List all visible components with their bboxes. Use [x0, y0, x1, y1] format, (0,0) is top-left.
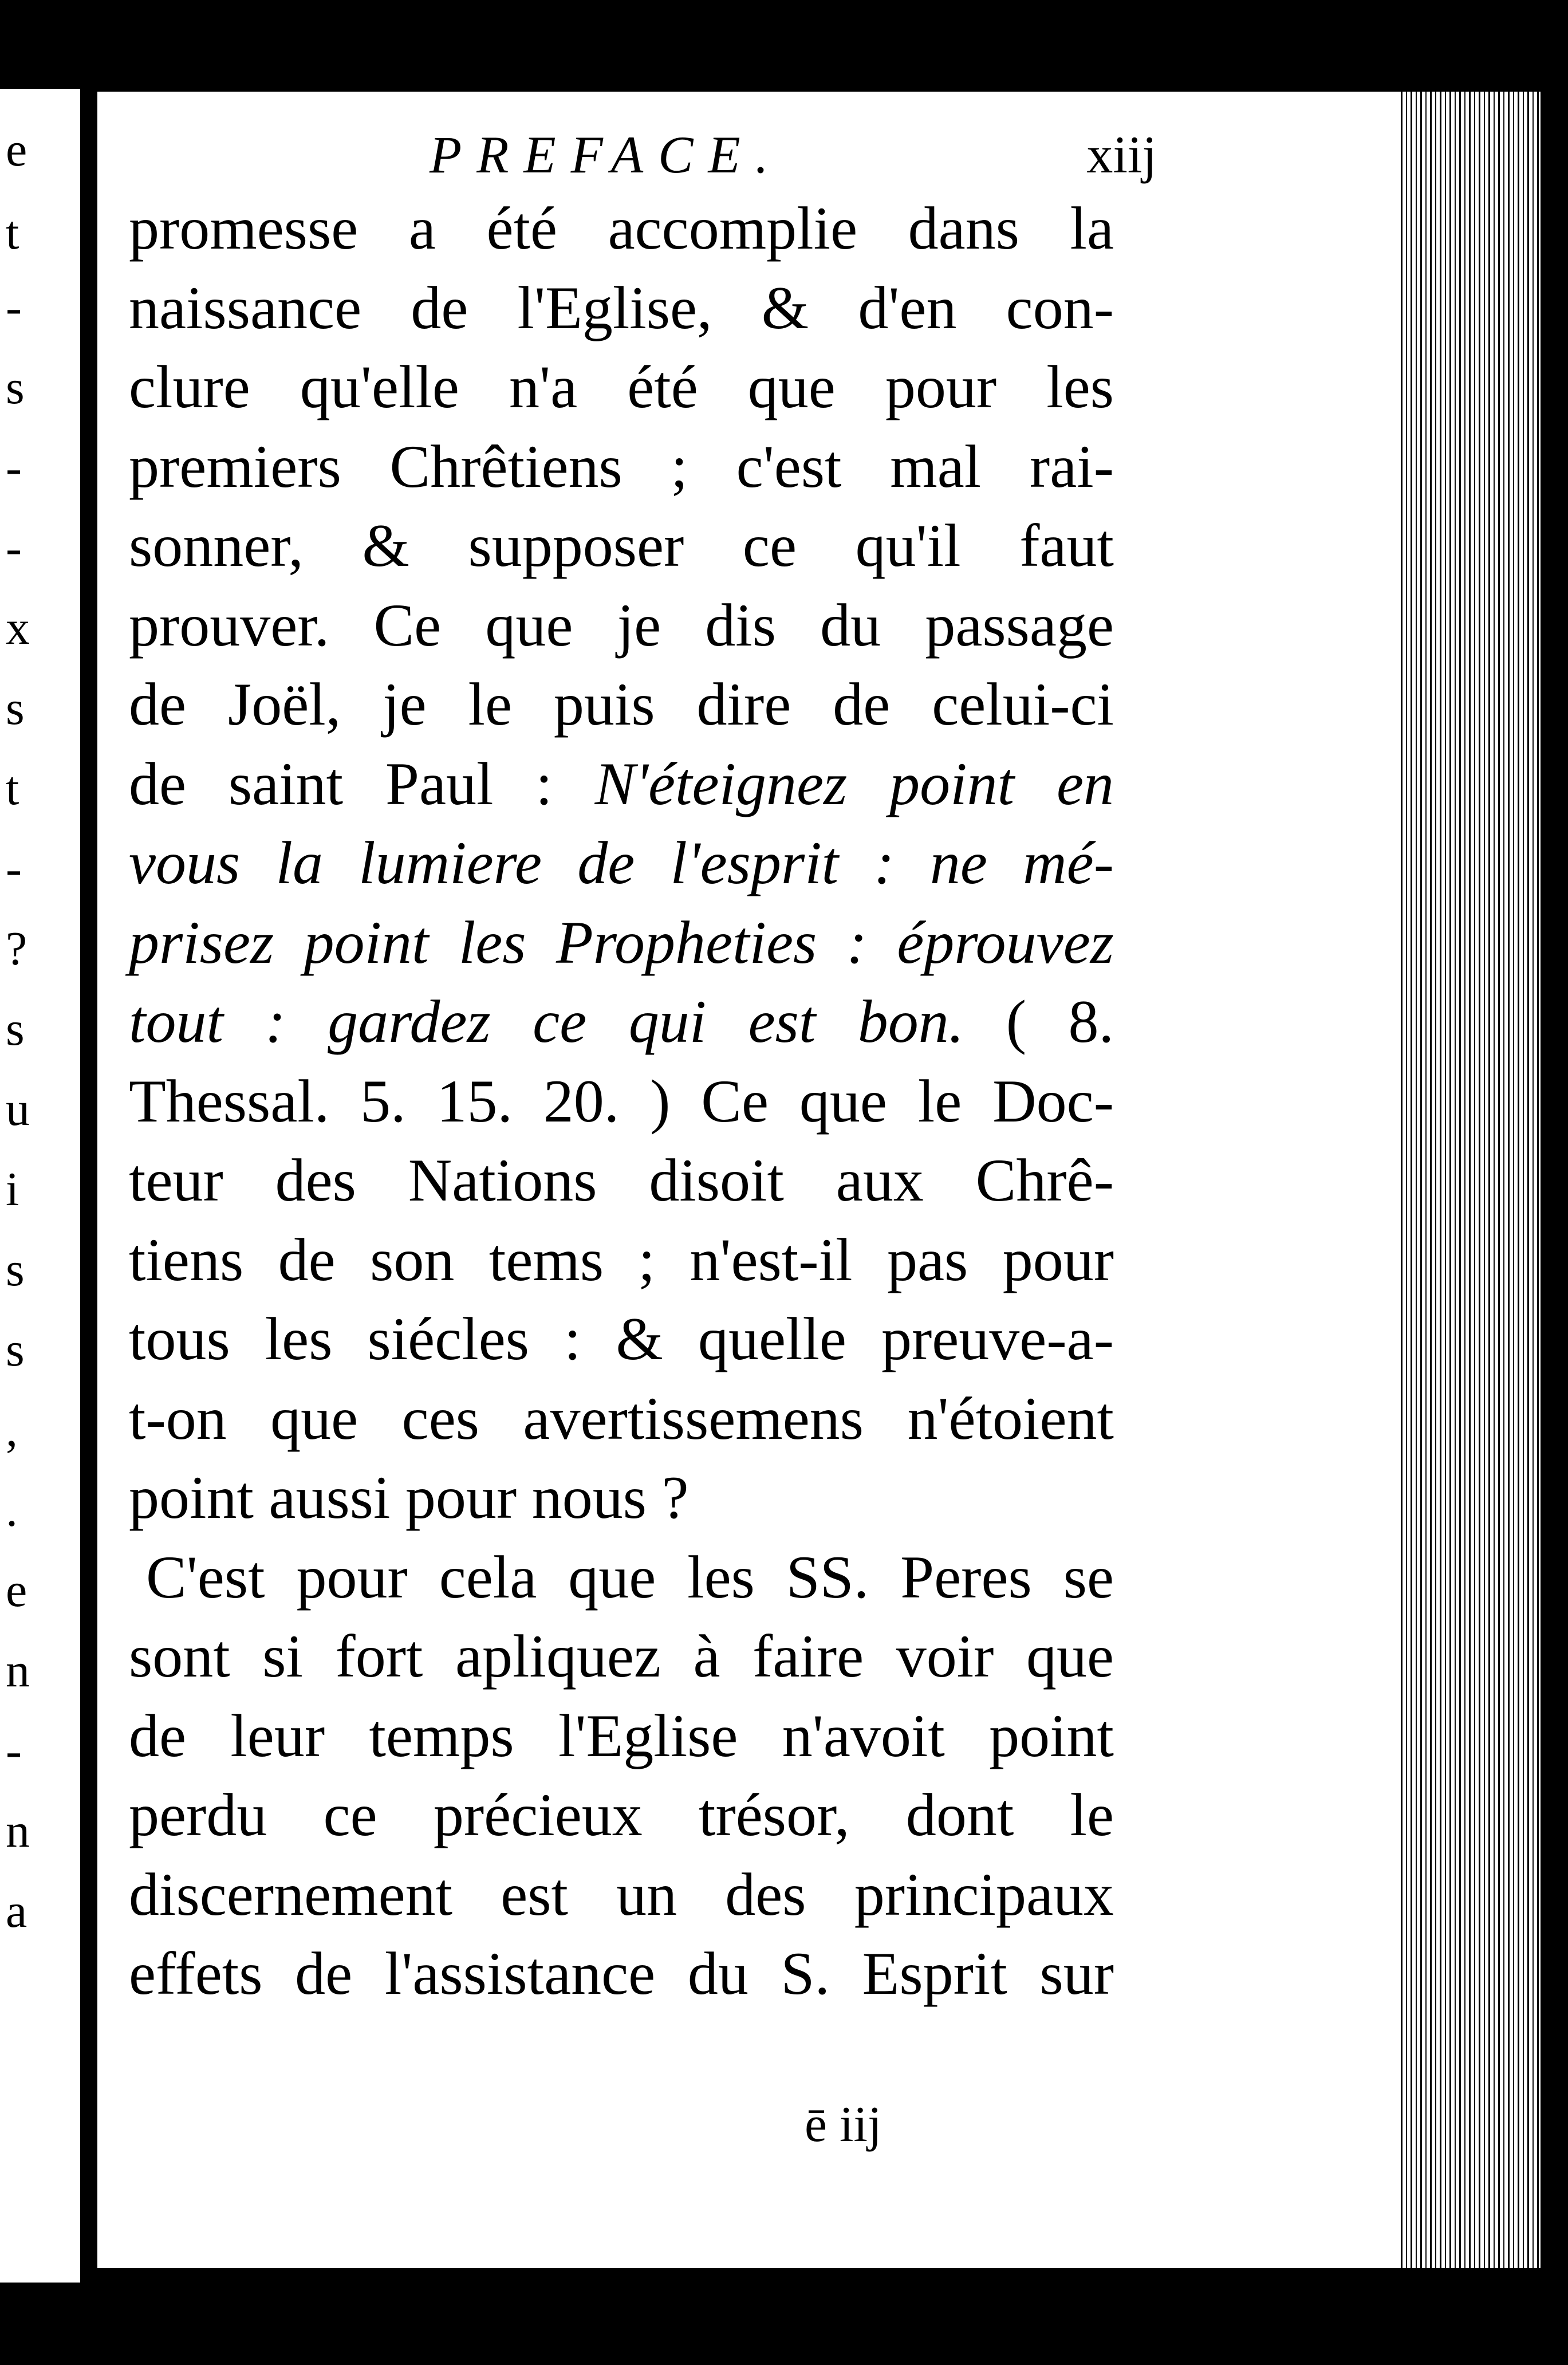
facing-page-fragment: n	[6, 1804, 30, 1858]
facing-page-fragment: -	[6, 842, 22, 895]
facing-page-fragment: e	[6, 1564, 27, 1617]
facing-page-fragment: -	[6, 1724, 22, 1777]
scripture-quotation: tout : gardez ce qui est bon.	[129, 988, 964, 1055]
text-line: perdu ce précieux trésor, dont le	[129, 1781, 1114, 1848]
page-number: xiij	[1086, 125, 1157, 184]
facing-page-fragment: .	[6, 1483, 18, 1537]
text-line: premiers Chrêtiens ; c'est mal rai-	[129, 432, 1114, 500]
text-segment: ( 8.	[1006, 988, 1114, 1055]
text-line: promesse a été accomplie dans la	[129, 195, 1114, 262]
body-text	[129, 189, 1114, 2014]
facing-page-fragment: s	[6, 682, 25, 735]
text-line: de leur temps l'Eglise n'avoit point	[129, 1702, 1114, 1769]
facing-page-fragment: ,	[6, 1403, 18, 1457]
facing-page-edge	[0, 89, 80, 2283]
facing-page-fragment: s	[6, 361, 25, 414]
facing-page-fragment: s	[6, 1243, 25, 1296]
text-line: clure qu'elle n'a été que pour les	[129, 353, 1114, 420]
text-line: point aussi pour nous ?	[129, 1464, 689, 1531]
text-line: t-on que ces avertissemens n'étoient	[129, 1384, 1114, 1452]
signature-mark: ē iij	[805, 2097, 882, 2152]
text-segment: de saint Paul :	[129, 750, 553, 817]
facing-page-fragment: e	[6, 123, 27, 176]
text-line	[129, 982, 1114, 1062]
text-line: C'est pour cela que les SS. Peres se	[146, 1543, 1114, 1611]
scripture-quotation: N'éteignez point en	[594, 750, 1114, 817]
text-line: teur des Nations disoit aux Chrê-	[129, 1147, 1114, 1214]
text-line: sont si fort apliquez à faire voir que	[129, 1623, 1114, 1690]
facing-page-fragment: s	[6, 1323, 25, 1376]
facing-page-fragment: -	[6, 281, 22, 334]
running-head	[332, 117, 1157, 192]
facing-page-fragment: x	[6, 601, 30, 655]
text-line: sonner, & supposer ce qu'il faut	[129, 512, 1114, 579]
page-block-edges	[1397, 92, 1541, 2268]
text-line: Thessal. 5. 15. 20. ) Ce que le Doc-	[129, 1067, 1114, 1135]
text-line: naissance de l'Eglise, & d'en con-	[129, 274, 1114, 341]
facing-page-fragment: t	[6, 206, 19, 259]
text-line: discernement est un des principaux	[129, 1860, 1114, 1928]
facing-page-fragment: ?	[6, 922, 27, 975]
facing-page-fragment: u	[6, 1083, 30, 1136]
facing-page-fragment: a	[6, 1884, 27, 1938]
facing-page-fragment: t	[6, 762, 19, 815]
facing-page-fragment: n	[6, 1644, 30, 1697]
text-line: tous les siécles : & quelle preuve-a-	[129, 1305, 1114, 1372]
running-title: PREFACE.	[430, 125, 783, 184]
facing-page-fragment: -	[6, 441, 22, 494]
text-line	[129, 745, 1114, 824]
scripture-quotation: vous la lumiere de l'esprit : ne mé-	[129, 829, 1114, 896]
text-line: tiens de son tems ; n'est-il pas pour	[129, 1226, 1114, 1293]
facing-page-fragment: -	[6, 521, 22, 574]
text-line: de Joël, je le puis dire de celui-ci	[129, 671, 1114, 738]
facing-page-fragment: i	[6, 1163, 19, 1216]
text-line: effets de l'assistance du S. Esprit sur	[129, 1940, 1114, 2007]
scripture-quotation: prisez point les Propheties : éprouvez	[129, 908, 1114, 976]
text-line: prouver. Ce que je dis du passage	[129, 591, 1114, 659]
facing-page-fragment: s	[6, 1002, 25, 1056]
